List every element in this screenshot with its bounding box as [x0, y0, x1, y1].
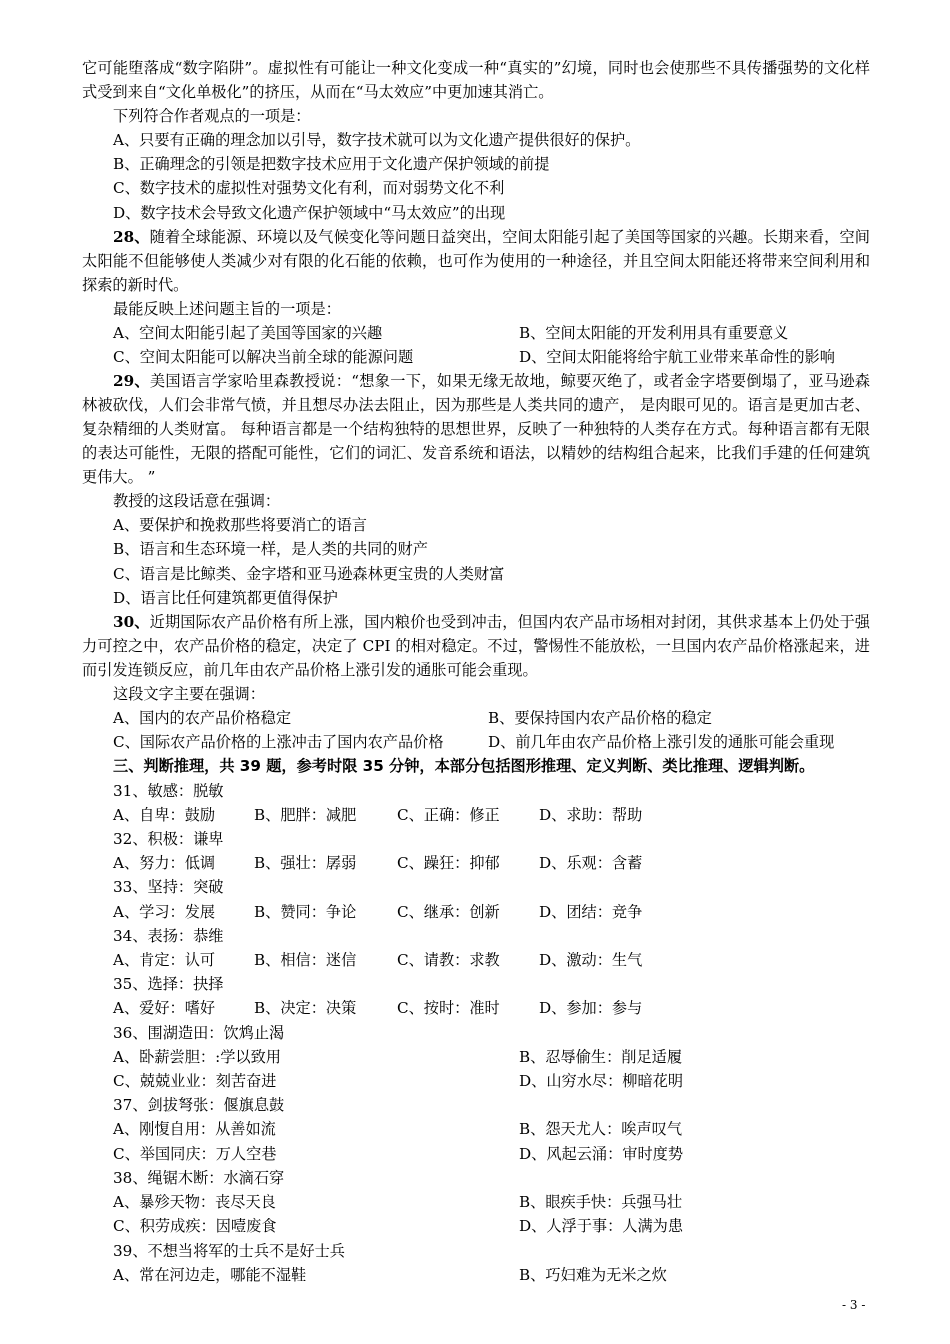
q37-option-a: A、刚愎自用：从善如流 — [113, 1120, 276, 1139]
q37-options-row-1 — [82, 1117, 870, 1141]
q38-options-row-1 — [82, 1190, 870, 1214]
q30-option-a: A、国内的农产品价格稳定 — [113, 709, 292, 728]
q36-options-row-1 — [82, 1045, 870, 1069]
q38-options-row-2 — [82, 1214, 870, 1238]
q37-option-b: B、怨天尤人：唉声叹气 — [519, 1120, 683, 1139]
q30-paragraph — [82, 610, 870, 682]
q38-option-a: A、暴殄天物：丧尽天良 — [113, 1193, 276, 1212]
q30-options-row-1 — [82, 706, 870, 730]
q31-option-c: C、正确：修正 — [397, 805, 500, 824]
q33-stem: 33、坚持：突破 — [113, 878, 224, 897]
section-3-heading: 三、判断推理，共 39 题，参考时限 35 分钟，本部分包括图形推理、定义判断、类比推理、逻辑判断。 — [113, 757, 815, 776]
q38-stem: 38、绳锯木断：水滴石穿 — [113, 1168, 285, 1187]
q36-option-c: C、兢兢业业：刻苦奋进 — [113, 1072, 277, 1091]
q34-stem: 34、表扬：恭维 — [113, 926, 224, 945]
q36-stem: 36、围湖造田：饮鸩止渴 — [113, 1023, 285, 1042]
q30-option-c: C、国际农产品价格的上涨冲击了国内农产品价格 — [113, 733, 444, 752]
q32-stem: 32、积极：谦卑 — [113, 830, 224, 849]
q27-prompt: 下列符合作者观点的一项是： — [113, 107, 311, 125]
q38-option-d: D、人浮于事：人满为患 — [519, 1217, 684, 1236]
q33-options — [82, 900, 870, 924]
q34-option-d: D、激动：生气 — [539, 951, 643, 970]
q37-option-d: D、风起云涌：审时度势 — [519, 1144, 684, 1163]
q28-option-c: C、空间太阳能可以解决当前全球的能源问题 — [113, 348, 414, 367]
q29-prompt: 教授的这段话意在强调： — [113, 492, 281, 511]
q37-stem: 37、剑拔弩张：偃旗息鼓 — [113, 1096, 285, 1115]
q32-option-d: D、乐观：含蓄 — [539, 854, 643, 873]
q39-option-a: A、常在河边走，哪能不湿鞋 — [113, 1265, 307, 1284]
q34-option-c: C、请教：求教 — [397, 951, 500, 970]
q31-option-d: D、求助：帮助 — [539, 805, 643, 824]
document-page — [82, 56, 870, 1287]
q28-options-row-1 — [82, 321, 870, 345]
q28-prompt: 最能反映上述问题主旨的一项是： — [113, 299, 341, 318]
page-number: - 3 - — [842, 1298, 866, 1312]
q37-option-c: C、举国同庆：万人空巷 — [113, 1144, 277, 1163]
q32-option-b: B、强壮：孱弱 — [254, 854, 357, 873]
q28-option-a: A、空间太阳能引起了美国等国家的兴趣 — [113, 323, 383, 342]
q28-paragraph — [82, 225, 870, 297]
q36-option-d: D、山穷水尽：柳暗花明 — [519, 1072, 684, 1091]
q30-number: 30、 — [113, 613, 150, 632]
q30-option-d: D、前几年由农产品价格上涨引发的通胀可能会重现 — [488, 733, 835, 752]
q28-number: 28、 — [113, 227, 150, 246]
q30-prompt: 这段文字主要在强调： — [113, 685, 265, 704]
q28-option-b: B、空间太阳能的开发利用具有重要意义 — [519, 323, 789, 342]
q34-options — [82, 948, 870, 972]
q34-option-b: B、相信：迷信 — [254, 951, 357, 970]
q31-option-a: A、自卑：鼓励 — [113, 805, 216, 824]
q37-options-row-2 — [82, 1142, 870, 1166]
q29-option-c: C、语言是比鲸类、金字塔和亚马逊森林更宝贵的人类财富 — [113, 564, 505, 583]
q31-stem: 31、敏感：脱敏 — [113, 781, 224, 800]
q32-option-c: C、躁狂：抑郁 — [397, 854, 500, 873]
q28-text: 随着全球能源、环境以及气候变化等问题日益突出，空间太阳能引起了美国等国家的兴趣。长期来看，空间太阳能不但能够使人类减少对有限的化石能的依赖，也可作为使用的一种途径，并且空间太阳能还将带来空间利用和探索的新时代。 — [82, 227, 870, 294]
q38-option-c: C、积劳成疾：因噎废食 — [113, 1217, 277, 1236]
q32-options — [82, 851, 870, 875]
q35-option-a: A、爱好：嗜好 — [113, 999, 216, 1018]
q29-option-a: A、要保护和挽救那些将要消亡的语言 — [113, 516, 367, 535]
q39-options-row-1 — [82, 1263, 870, 1287]
q29-paragraph — [82, 369, 870, 489]
q36-option-a: A、卧薪尝胆：:学以致用 — [113, 1047, 281, 1066]
q35-option-b: B、决定：决策 — [254, 999, 357, 1018]
q27-option-c: C、数字技术的虚拟性对强势文化有利，而对弱势文化不利 — [113, 179, 505, 198]
q34-option-a: A、肯定：认可 — [113, 951, 216, 970]
q33-option-b: B、赞同：争论 — [254, 902, 357, 921]
q35-option-c: C、按时：准时 — [397, 999, 500, 1018]
q28-option-d: D、空间太阳能将给宇航工业带来革命性的影响 — [519, 348, 835, 367]
q39-stem: 39、不想当将军的士兵不是好士兵 — [113, 1241, 345, 1260]
q33-option-a: A、学习：发展 — [113, 902, 216, 921]
q35-options — [82, 996, 870, 1020]
q33-option-d: D、团结：竞争 — [539, 902, 643, 921]
q30-option-b: B、要保持国内农产品价格的稳定 — [488, 709, 712, 728]
q35-stem: 35、选择：抉择 — [113, 975, 224, 994]
q28-options-row-2 — [82, 345, 870, 369]
q31-option-b: B、肥胖：减肥 — [254, 805, 357, 824]
q29-option-b: B、语言和生态环境一样，是人类的共同的财产 — [113, 540, 428, 559]
q36-options-row-2 — [82, 1069, 870, 1093]
q27-option-b: B、正确理念的引领是把数字技术应用于文化遗产保护领域的前提 — [113, 155, 550, 174]
q29-number: 29、 — [113, 372, 150, 391]
q31-options — [82, 803, 870, 827]
q27-option-a: A、只要有正确的理念加以引导，数字技术就可以为文化遗产提供很好的保护。 — [113, 131, 641, 149]
intro-paragraph: 它可能堕落成“数字陷阱”。虚拟性有可能让一种文化变成一种“真实的”幻境，同时也会使那些不具传播强势的文化样式受到来自“文化单极化”的挤压，从而在“马太效应”中更加速其消亡。 — [82, 59, 870, 101]
q33-option-c: C、继承：创新 — [397, 902, 500, 921]
q27-option-d: D、数字技术会导致文化遗产保护领域中“马太效应”的出现 — [113, 203, 506, 222]
q39-option-b: B、巧妇难为无米之炊 — [519, 1265, 667, 1284]
q32-option-a: A、努力：低调 — [113, 854, 216, 873]
q29-text: 美国语言学家哈里森教授说：“想象一下，如果无缘无故地，鲸要灭绝了，或者金字塔要倒塌了，亚马逊森林被砍伐，人们会非常气愤，并且想尽办法去阻止，因为那些是人类共同的遗产， 是肉眼可见的。语言是更加古老、复杂精细的人类财富。 每种语言都是一个结构独特的思想世界，反映了一种独特的人类存在方式。每种语言都有无限的表达可能性，无限的搭配可能性，它们的词汇、发音系统和语法，以精妙的结构组合起来，比我们手建的任何建筑更伟大。 ” — [82, 372, 870, 487]
q30-options-row-2 — [82, 730, 870, 754]
q38-option-b: B、眼疾手快：兵强马壮 — [519, 1193, 683, 1212]
q36-option-b: B、忍辱偷生：削足适履 — [519, 1047, 683, 1066]
q35-option-d: D、参加：参与 — [539, 999, 643, 1018]
q30-text: 近期国际农产品价格有所上涨，国内粮价也受到冲击，但国内农产品市场相对封闭，其供求基本上仍处于强力可控之中，农产品价格的稳定，决定了 CPI 的相对稳定。不过，警惕性不能放松，一旦国内农产品价格涨起来，进而引发连锁反应，前几年由农产品价格上涨引发的通胀可能会重现。 — [82, 613, 870, 680]
q29-option-d: D、语言比任何建筑都更值得保护 — [113, 588, 338, 607]
